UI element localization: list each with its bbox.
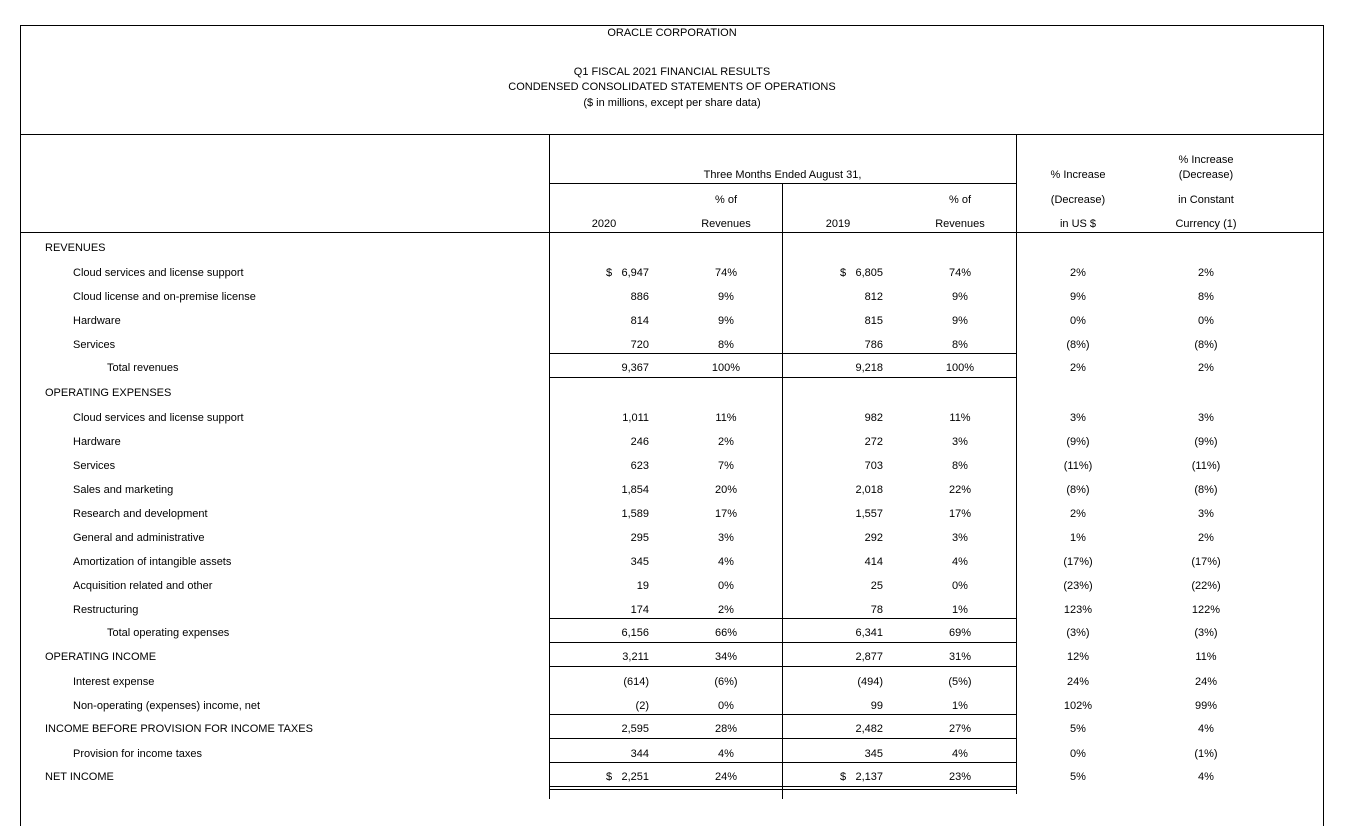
pct-change-us: 0% bbox=[1070, 315, 1086, 327]
pct-change-us: 102% bbox=[1063, 700, 1093, 712]
pct-rev-2019: (5%) bbox=[948, 676, 972, 688]
pct-change-us: 1% bbox=[1070, 532, 1086, 544]
value-2020: 246 bbox=[630, 436, 649, 448]
value-2020: 720 bbox=[630, 339, 649, 351]
value-2020: 6,947 bbox=[621, 267, 649, 279]
row-label: Research and development bbox=[73, 508, 208, 520]
value-2019: 2,482 bbox=[855, 723, 883, 735]
pct-rev-2019: 17% bbox=[948, 508, 972, 520]
cc-header-line2: (Decrease) bbox=[1178, 169, 1234, 181]
row-label: Sales and marketing bbox=[73, 484, 174, 496]
pct-change-us: (8%) bbox=[1066, 484, 1090, 496]
pct-change-constant-currency: 0% bbox=[1198, 315, 1214, 327]
pct-change-us: 3% bbox=[1070, 412, 1086, 424]
value-2020: 814 bbox=[630, 315, 649, 327]
pct-change-constant-currency: 2% bbox=[1198, 532, 1214, 544]
value-2020: 623 bbox=[630, 460, 649, 472]
pct-rev-2020: 4% bbox=[718, 556, 734, 568]
pct-rev-2019: 4% bbox=[952, 556, 968, 568]
value-2020: 345 bbox=[630, 556, 649, 568]
pct-rev-2019: 31% bbox=[948, 651, 972, 663]
us-header-line3: in US $ bbox=[1059, 218, 1097, 230]
pct-change-constant-currency: 8% bbox=[1198, 291, 1214, 303]
pct-rev-2019: 3% bbox=[952, 532, 968, 544]
value-2020: (614) bbox=[623, 676, 649, 688]
value-2020: 1,589 bbox=[621, 508, 649, 520]
value-2020: 1,854 bbox=[621, 484, 649, 496]
pct-rev-2019: 8% bbox=[952, 460, 968, 472]
pct-rev-2020: 2% bbox=[718, 436, 734, 448]
pct-change-constant-currency: (3%) bbox=[1194, 627, 1218, 639]
value-2019: 99 bbox=[870, 700, 883, 712]
report-title: Q1 FISCAL 2021 FINANCIAL RESULTS bbox=[573, 66, 771, 78]
pct-change-us: (17%) bbox=[1063, 556, 1093, 568]
value-2019: 6,805 bbox=[855, 267, 883, 279]
company-name: ORACLE CORPORATION bbox=[607, 27, 737, 39]
row-label: Acquisition related and other bbox=[73, 580, 213, 592]
row-label: Hardware bbox=[73, 436, 121, 448]
row-label: INCOME BEFORE PROVISION FOR INCOME TAXES bbox=[45, 723, 313, 735]
rule-after-operating-income bbox=[549, 666, 1016, 667]
pct-change-us: 24% bbox=[1066, 676, 1090, 688]
value-2020: 886 bbox=[630, 291, 649, 303]
value-2019: 78 bbox=[870, 604, 883, 616]
rule-before-total-revenues bbox=[549, 353, 1016, 354]
pct-change-constant-currency: (17%) bbox=[1191, 556, 1221, 568]
col-divider-a bbox=[549, 134, 550, 799]
pct-rev-2019: 9% bbox=[952, 315, 968, 327]
rule-before-income-before-tax bbox=[549, 714, 1016, 715]
pct-change-us: 0% bbox=[1070, 748, 1086, 760]
value-2020: 174 bbox=[630, 604, 649, 616]
pct-rev-2020: 0% bbox=[718, 580, 734, 592]
row-label: OPERATING INCOME bbox=[45, 651, 157, 663]
value-2019: 345 bbox=[864, 748, 883, 760]
pct-rev-2020: 3% bbox=[718, 532, 734, 544]
row-label: Cloud services and license support bbox=[73, 267, 244, 279]
dollar-sign: $ bbox=[840, 267, 847, 279]
pct-change-constant-currency: 11% bbox=[1195, 651, 1217, 663]
row-label: Amortization of intangible assets bbox=[73, 556, 232, 568]
value-2020: (2) bbox=[635, 700, 649, 712]
value-2019: 815 bbox=[864, 315, 883, 327]
cc-header-line4: Currency (1) bbox=[1175, 218, 1237, 230]
value-2019: 272 bbox=[864, 436, 883, 448]
dollar-sign: $ bbox=[840, 771, 847, 783]
rule-after-income-before-tax bbox=[549, 738, 1016, 739]
value-2020: 19 bbox=[636, 580, 649, 592]
pct-change-us: 123% bbox=[1063, 604, 1093, 616]
value-2019: 6,341 bbox=[855, 627, 883, 639]
pct-rev-2019: 3% bbox=[952, 436, 968, 448]
pct-change-us: 12% bbox=[1066, 651, 1090, 663]
column-header-divider bbox=[20, 232, 1323, 233]
value-2019: 414 bbox=[864, 556, 883, 568]
pct-rev-2020: 34% bbox=[714, 651, 738, 663]
row-label: Interest expense bbox=[73, 676, 155, 688]
value-2019: 2,018 bbox=[855, 484, 883, 496]
value-2020: 3,211 bbox=[622, 651, 649, 663]
rule-after-total-revenues bbox=[549, 377, 1016, 378]
rule-after-total-opex bbox=[549, 642, 1016, 643]
cc-header-line1: % Increase bbox=[1178, 154, 1234, 166]
pct-change-constant-currency: 122% bbox=[1191, 604, 1221, 616]
rule-before-net-income bbox=[549, 762, 1016, 763]
cc-header-line3: in Constant bbox=[1178, 194, 1234, 206]
row-label: Restructuring bbox=[73, 604, 139, 616]
pct-change-constant-currency: 4% bbox=[1198, 771, 1214, 783]
pct-rev-2019: 1% bbox=[952, 700, 968, 712]
pct-rev-2020: (6%) bbox=[714, 676, 738, 688]
units-note: ($ in millions, except per share data) bbox=[583, 97, 761, 109]
pct-change-constant-currency: (9%) bbox=[1194, 436, 1218, 448]
pct-change-constant-currency: (1%) bbox=[1194, 748, 1218, 760]
value-2019: 292 bbox=[864, 532, 883, 544]
pct-rev-2020: 0% bbox=[718, 700, 734, 712]
pct-rev-2019: 11% bbox=[949, 412, 971, 424]
pct-rev-2019: 22% bbox=[948, 484, 972, 496]
value-2020: 2,251 bbox=[621, 771, 649, 783]
value-2019: 2,137 bbox=[855, 771, 883, 783]
row-label: Cloud services and license support bbox=[73, 412, 244, 424]
row-label: Hardware bbox=[73, 315, 121, 327]
pct-rev-2019: 23% bbox=[948, 771, 972, 783]
value-2019: 703 bbox=[864, 460, 883, 472]
pct-change-constant-currency: 2% bbox=[1198, 267, 1214, 279]
pct-change-constant-currency: (22%) bbox=[1191, 580, 1221, 592]
row-label: NET INCOME bbox=[45, 771, 114, 783]
pct-rev-2020: 2% bbox=[718, 604, 734, 616]
row-label: Total operating expenses bbox=[107, 627, 230, 639]
pct-rev-2020: 28% bbox=[714, 723, 738, 735]
pct-header-b-line1: % of bbox=[948, 194, 971, 206]
value-2019: 812 bbox=[864, 291, 883, 303]
value-2020: 9,367 bbox=[621, 362, 649, 374]
value-2019: 786 bbox=[864, 339, 883, 351]
statement-title: CONDENSED CONSOLIDATED STATEMENTS OF OPERATIONS bbox=[508, 81, 836, 93]
pct-change-us: (9%) bbox=[1066, 436, 1090, 448]
row-label: Total revenues bbox=[107, 362, 179, 374]
value-2020: 1,011 bbox=[622, 412, 649, 424]
pct-rev-2019: 100% bbox=[945, 362, 975, 374]
year-header-2020: 2020 bbox=[591, 218, 617, 230]
pct-rev-2020: 100% bbox=[711, 362, 741, 374]
row-label: Cloud license and on-premise license bbox=[73, 291, 256, 303]
rule-before-total-opex bbox=[549, 618, 1016, 619]
rule-net-income-1 bbox=[549, 786, 1016, 787]
pct-change-us: (23%) bbox=[1063, 580, 1093, 592]
pct-rev-2019: 9% bbox=[952, 291, 968, 303]
pct-rev-2020: 66% bbox=[714, 627, 738, 639]
value-2019: 1,557 bbox=[855, 508, 883, 520]
pct-header-b-line2: Revenues bbox=[935, 218, 985, 230]
row-label: Provision for income taxes bbox=[73, 748, 202, 760]
pct-change-us: 9% bbox=[1070, 291, 1086, 303]
pct-rev-2020: 24% bbox=[714, 771, 738, 783]
pct-rev-2020: 20% bbox=[714, 484, 738, 496]
pct-rev-2019: 69% bbox=[948, 627, 972, 639]
col-divider-c bbox=[1016, 134, 1017, 794]
pct-change-us: 2% bbox=[1070, 508, 1086, 520]
pct-rev-2019: 0% bbox=[952, 580, 968, 592]
period-header: Three Months Ended August 31, bbox=[703, 169, 862, 181]
pct-rev-2020: 11% bbox=[715, 412, 737, 424]
row-label: Services bbox=[73, 339, 116, 351]
value-2019: 982 bbox=[864, 412, 883, 424]
pct-rev-2020: 9% bbox=[718, 291, 734, 303]
us-header-line2: (Decrease) bbox=[1050, 194, 1106, 206]
value-2019: 2,877 bbox=[855, 651, 883, 663]
pct-rev-2020: 74% bbox=[714, 267, 738, 279]
pct-change-us: (3%) bbox=[1066, 627, 1090, 639]
pct-change-constant-currency: (8%) bbox=[1194, 339, 1218, 351]
row-label: Services bbox=[73, 460, 116, 472]
pct-change-constant-currency: 2% bbox=[1198, 362, 1214, 374]
row-label: OPERATING EXPENSES bbox=[45, 387, 172, 399]
rule-net-income-2 bbox=[549, 789, 1016, 790]
pct-rev-2020: 8% bbox=[718, 339, 734, 351]
pct-change-constant-currency: 4% bbox=[1198, 723, 1214, 735]
pct-rev-2020: 4% bbox=[718, 748, 734, 760]
value-2020: 344 bbox=[630, 748, 649, 760]
pct-change-us: 2% bbox=[1070, 362, 1086, 374]
pct-rev-2020: 17% bbox=[714, 508, 738, 520]
value-2019: (494) bbox=[857, 676, 883, 688]
us-header-line1: % Increase bbox=[1050, 169, 1106, 181]
pct-rev-2019: 4% bbox=[952, 748, 968, 760]
pct-change-us: 5% bbox=[1070, 723, 1086, 735]
pct-change-constant-currency: 3% bbox=[1198, 508, 1214, 520]
pct-change-constant-currency: (8%) bbox=[1194, 484, 1218, 496]
pct-rev-2020: 7% bbox=[718, 460, 734, 472]
dollar-sign: $ bbox=[606, 267, 613, 279]
pct-change-us: 2% bbox=[1070, 267, 1086, 279]
pct-change-constant-currency: 24% bbox=[1194, 676, 1218, 688]
value-2020: 295 bbox=[630, 532, 649, 544]
pct-change-us: (8%) bbox=[1066, 339, 1090, 351]
pct-change-us: (11%) bbox=[1063, 460, 1093, 472]
value-2019: 9,218 bbox=[855, 362, 883, 374]
pct-rev-2019: 27% bbox=[948, 723, 972, 735]
header-divider bbox=[20, 134, 1323, 135]
pct-rev-2020: 9% bbox=[718, 315, 734, 327]
pct-change-constant-currency: (11%) bbox=[1191, 460, 1221, 472]
row-label: Non-operating (expenses) income, net bbox=[73, 700, 261, 712]
value-2019: 25 bbox=[870, 580, 883, 592]
value-2020: 6,156 bbox=[621, 627, 649, 639]
pct-header-a-line2: Revenues bbox=[701, 218, 751, 230]
row-label: General and administrative bbox=[73, 532, 205, 544]
pct-header-a-line1: % of bbox=[714, 194, 737, 206]
dollar-sign: $ bbox=[606, 771, 613, 783]
col-divider-b bbox=[782, 183, 783, 799]
pct-change-constant-currency: 99% bbox=[1194, 700, 1218, 712]
pct-change-us: 5% bbox=[1070, 771, 1086, 783]
year-header-2019: 2019 bbox=[825, 218, 851, 230]
pct-rev-2019: 74% bbox=[948, 267, 972, 279]
row-label: REVENUES bbox=[45, 242, 106, 254]
pct-change-constant-currency: 3% bbox=[1198, 412, 1214, 424]
pct-rev-2019: 8% bbox=[952, 339, 968, 351]
value-2020: 2,595 bbox=[621, 723, 649, 735]
pct-rev-2019: 1% bbox=[952, 604, 968, 616]
